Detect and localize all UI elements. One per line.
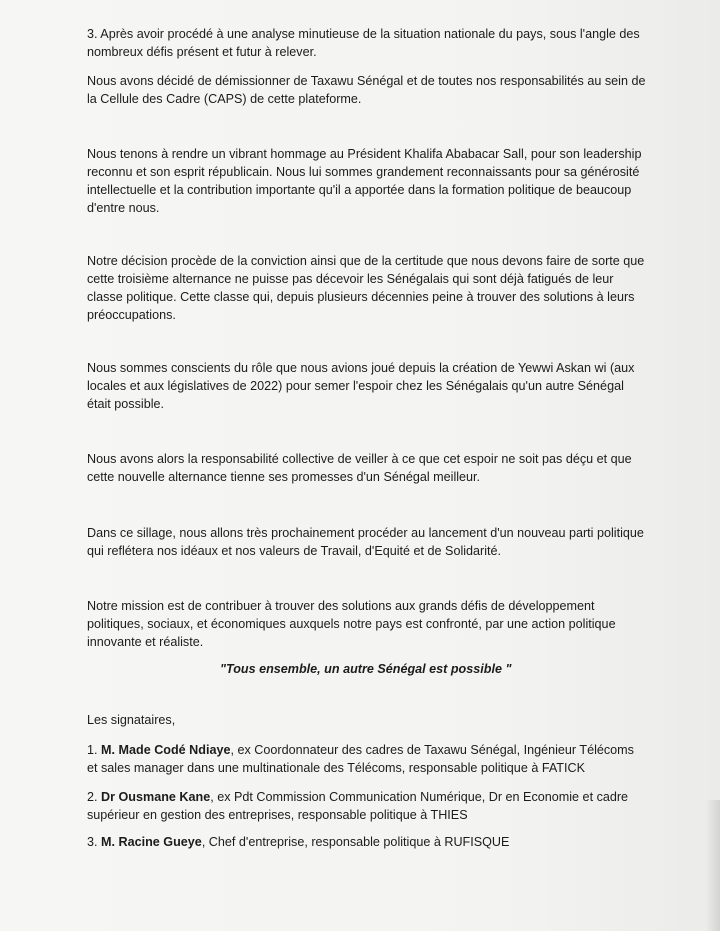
signatory-number: 3. <box>87 835 98 849</box>
paragraph-new-party: Dans ce sillage, nous allons très prochainement procéder au lancement d'un nouveau parti politique qui reflétera nos idéaux et nos valeurs de Travail, d'Equité et de Solidarité. <box>87 526 644 558</box>
signatory-number: 2. <box>87 790 98 804</box>
paragraph-resignation: Nous avons décidé de démissionner de Taxawu Sénégal et de toutes nos responsabilités au sein de la Cellule des Cadre (CAPS) de cette plateforme. <box>87 74 646 106</box>
slogan: "Tous ensemble, un autre Sénégal est possible " <box>220 662 512 676</box>
signatory-item <box>87 788 647 824</box>
paragraph-responsibility: Nous avons alors la responsabilité collective de veiller à ce que cet espoir ne soit pas déçu et que cette nouvelle alternance tienne ses promesses d'un Sénégal meilleur. <box>87 452 632 484</box>
paragraph-analysis: 3. Après avoir procédé à une analyse minutieuse de la situation nationale du pays, sous l'angle des nombreux défis présent et futur à relever. <box>87 27 640 59</box>
signatories-heading: Les signataires, <box>87 713 176 727</box>
signatory-details: , ex Pdt Commission Communication Numérique, Dr en Economie et cadre supérieur en gestion des entreprises, responsable politique à THIES <box>87 790 629 822</box>
page-edge-shadow <box>706 800 720 931</box>
signatory-item <box>87 741 647 777</box>
paragraph-decision: Notre décision procède de la conviction ainsi que de la certitude que nous devons faire de sorte que cette troisième alternance ne puisse pas décevoir les Sénégalais qui sont déjà fatigués de leur classe politique. Cette classe qui, depuis plusieurs décennies peine à trouver des solutions à leurs préoccupations. <box>87 254 645 322</box>
signatory-name: Dr Ousmane Kane <box>101 790 211 804</box>
paragraph-awareness: Nous sommes conscients du rôle que nous avions joué depuis la création de Yewwi Askan wi (aux locales et aux législatives de 2022) pour semer l'espoir chez les Sénégalais qu'un autre Sénégal était possible. <box>87 361 635 411</box>
signatory-details: , Chef d'entreprise, responsable politique à RUFISQUE <box>201 835 510 849</box>
signatory-number: 1. <box>87 743 98 757</box>
signatory-item <box>87 833 647 851</box>
paragraph-tribute: Nous tenons à rendre un vibrant hommage au Président Khalifa Ababacar Sall, pour son leadership reconnu et son esprit républicain. Nous lui sommes grandement reconnaissants pour sa générosité intellectuelle et la contribution importante qu'il a apportée dans la formation politique de beaucoup d'entre nous. <box>87 147 642 215</box>
paragraph-mission: Notre mission est de contribuer à trouver des solutions aux grands défis de développement politiques, sociaux, et économiques auxquels notre pays est confronté, par une action politique innovante et réaliste. <box>87 599 616 649</box>
signatory-name: M. Racine Gueye <box>101 835 202 849</box>
signatory-details: , ex Coordonnateur des cadres de Taxawu Sénégal, Ingénieur Télécoms et sales manager dans une multinationale des Télécoms, responsable politique à FATICK <box>87 743 634 775</box>
signatory-name: M. Made Codé Ndiaye <box>101 743 231 757</box>
